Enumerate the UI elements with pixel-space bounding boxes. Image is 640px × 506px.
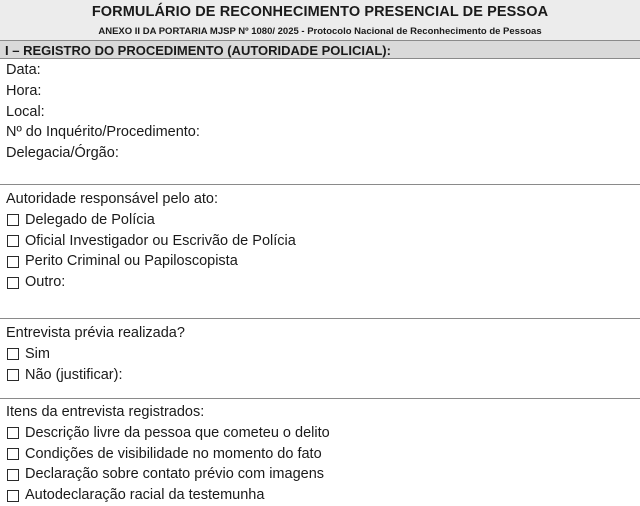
option-label: Outro: [25,274,66,291]
checkbox-icon[interactable] [7,214,19,226]
authority-block [0,185,640,319]
option-label: Perito Criminal ou Papiloscopista [25,253,238,270]
checkbox-icon[interactable] [7,277,19,289]
interview-block [0,319,640,399]
interview-items-block [0,399,640,505]
option-label: Delegado de Polícia [25,211,155,228]
authority-option-outro[interactable] [6,272,640,293]
item-option-autodeclaracao[interactable] [6,485,640,506]
checkbox-icon[interactable] [7,469,19,481]
authority-option-perito[interactable] [6,251,640,272]
checkbox-icon[interactable] [7,427,19,439]
checkbox-icon[interactable] [7,369,19,381]
inquiry-number-field[interactable]: Nº do Inquérito/Procedimento: [6,124,200,141]
item-option-descricao[interactable] [6,423,640,444]
option-label: Sim [25,345,50,362]
police-station-field[interactable]: Delegacia/Órgão: [6,145,119,162]
location-field[interactable]: Local: [6,103,45,120]
authority-option-delegado[interactable] [6,210,640,231]
items-question: Itens da entrevista registrados: [6,404,205,420]
option-label: Descrição livre da pessoa que cometeu o delito [25,424,330,441]
option-label: Condições de visibilidade no momento do fato [25,445,322,462]
time-field[interactable]: Hora: [6,82,42,99]
section-title: I – REGISTRO DO PROCEDIMENTO (AUTORIDADE POLICIAL): [0,40,640,59]
form-subtitle: ANEXO II DA PORTARIA MJSP Nº 1080/ 2025 - Protocolo Nacional de Reconhecimento de Pessoas [98,26,542,37]
form-title: FORMULÁRIO DE RECONHECIMENTO PRESENCIAL DE PESSOA [91,4,549,20]
interview-option-nao[interactable] [6,365,640,386]
item-option-visibilidade[interactable] [6,444,640,465]
option-label: Declaração sobre contato prévio com imagens [25,466,325,483]
authority-question: Autoridade responsável pelo ato: [6,191,219,207]
option-label: Autodeclaração racial da testemunha [25,487,265,504]
interview-question: Entrevista prévia realizada? [6,325,185,341]
authority-option-oficial[interactable] [6,231,640,252]
checkbox-icon[interactable] [7,235,19,247]
form-header [0,0,640,40]
checkbox-icon[interactable] [7,490,19,502]
procedure-fields-block [0,59,640,185]
option-label: Não (justificar): [25,366,123,383]
option-label: Oficial Investigador ou Escrivão de Polícia [25,232,296,249]
interview-option-sim[interactable] [6,344,640,365]
item-option-contato[interactable] [6,464,640,485]
checkbox-icon[interactable] [7,448,19,460]
date-field[interactable]: Data: [6,62,41,78]
checkbox-icon[interactable] [7,256,19,268]
checkbox-icon[interactable] [7,348,19,360]
